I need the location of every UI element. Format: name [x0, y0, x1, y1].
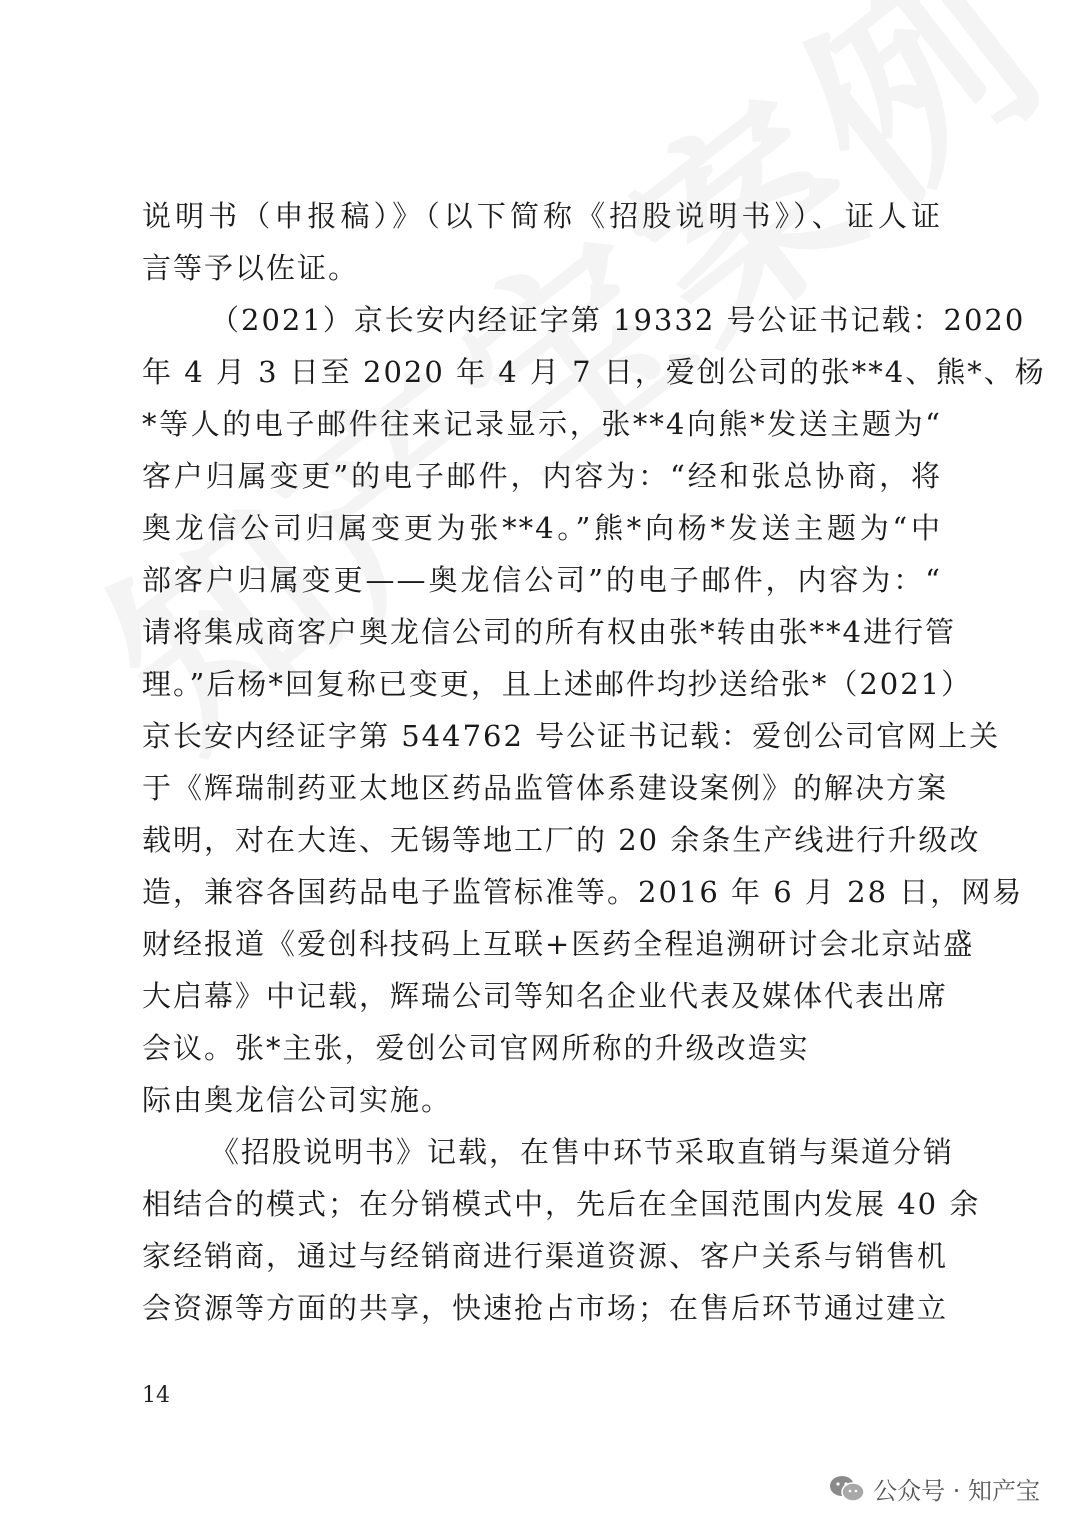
text-line: 言等予以佐证。 [142, 251, 360, 285]
text-line: 载明，对在大连、无锡等地工厂的 20 余条生产线进行升级改 [142, 823, 981, 857]
text-line: 客户归属变更”的电子邮件，内容为：“经和张总协商，将 [142, 459, 942, 493]
brand-text: 公众号 · 知产宝 [873, 1477, 1040, 1505]
text-line: （2021）京长安内经证字第 19332 号公证书记载：2020 [210, 303, 1026, 337]
text-line: 于《辉瑞制药亚太地区药品监管体系建设案例》的解决方案 [142, 771, 949, 805]
text-line: 会资源等方面的共享，快速抢占市场；在售后环节通过建立 [142, 1291, 949, 1325]
text-line: 会议。张*主张，爱创公司官网所称的升级改造实 [142, 1031, 810, 1065]
text-line: 财经报道《爱创科技码上互联+医药全程追溯研讨会北京站盛 [142, 927, 975, 961]
text-line: 相结合的模式；在分销模式中，先后在全国范围内发展 40 余 [142, 1187, 981, 1221]
text-line: 说明书（申报稿）》（以下简称《招股说明书》）、证人证 [142, 199, 942, 233]
text-line: 部客户归属变更——奥龙信公司”的电子邮件，内容为：“ [142, 563, 942, 597]
text-line: 请将集成商客户奥龙信公司的所有权由张*转由张**4进行管 [142, 615, 956, 649]
text-line: 际由奥龙信公司实施。 [142, 1083, 453, 1117]
text-line: 理。”后杨*回复称已变更，且上述邮件均抄送给张*（2021） [142, 667, 973, 701]
text-line: 年 4 月 3 日至 2020 年 4 月 7 日，爱创公司的张**4、熊*、杨 [142, 355, 1046, 389]
text-line: 大启幕》中记载，辉瑞公司等知名企业代表及媒体代表出席 [142, 979, 949, 1013]
text-line: *等人的电子邮件往来记录显示，张**4向熊*发送主题为“ [142, 407, 942, 441]
text-line: 《招股说明书》记载，在售中环节采取直销与渠道分销 [210, 1135, 955, 1169]
text-line: 京长安内经证字第 544762 号公证书记载：爱创公司官网上关 [142, 719, 1001, 753]
text-line: 造，兼容各国药品电子监管标准等。2016 年 6 月 28 日，网易 [142, 875, 1024, 909]
text-line: 家经销商，通过与经销商进行渠道资源、客户关系与销售机 [142, 1239, 949, 1273]
brand-badge[interactable] [829, 1471, 1040, 1506]
page-number: 14 [142, 1383, 170, 1408]
wechat-icon [829, 1475, 865, 1503]
text-line: 奥龙信公司归属变更为张**4。”熊*向杨*发送主题为“中 [142, 511, 942, 545]
